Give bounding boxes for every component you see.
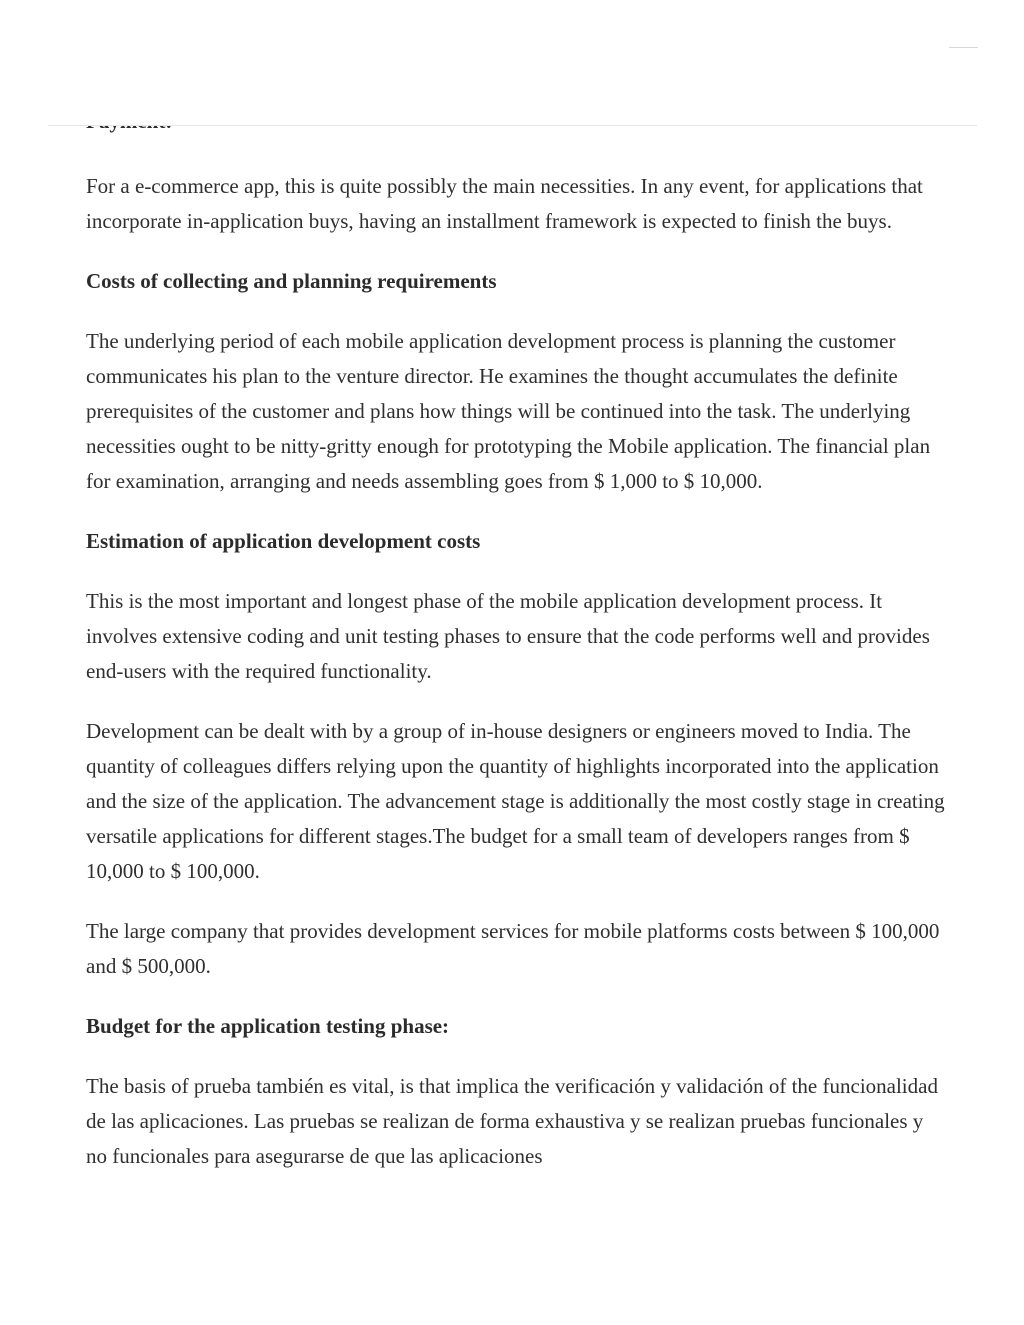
paragraph-development-phase: This is the most important and longest phase of the mobile application development process. It involves extensive coding and unit testing phases to ensure that the code performs well and provides end-users with the required functionality. — [86, 589, 930, 683]
section-heading-testing: Budget for the application testing phase: — [86, 1014, 450, 1038]
paragraph-planning: The underlying period of each mobile application development process is planning the customer communicates his plan to the venture director. He examines the thought accumulates the definite prerequisites of the customer and plans how things will be continued into the task. The underlying necessities ought to be nitty-gritty enough for prototyping the Mobile application. The financial plan for examination, arranging and needs assembling goes from $ 1,000 to $ 10,000. — [86, 329, 931, 493]
menu-icon[interactable] — [949, 47, 978, 48]
sticky-header — [0, 0, 1024, 125]
article-body — [86, 169, 946, 1199]
paragraph-ecommerce: For a e-commerce app, this is quite possibly the main necessities. In any event, for applications that incorporate in-application buys, having an installment framework is expected to finish the buys. — [86, 174, 923, 233]
section-heading-estimation: Estimation of application development costs — [86, 529, 481, 553]
paragraph-testing: The basis of prueba también es vital, is that implica the verificación y validación of the funcionalidad de las aplicaciones. Las pruebas se realizan de forma exhaustiva y se realizan pruebas funcionales y no funcionales para asegurarse de que las aplicaciones — [86, 1074, 938, 1168]
paragraph-development-team: Development can be dealt with by a group of in-house designers or engineers moved to India. The quantity of colleagues differs relying upon the quantity of highlights incorporated into the application and the size of the application. The advancement stage is additionally the most costly stage in creating versatile applications for different stages.The budget for a small team of developers ranges from $ 10,000 to $ 100,000. — [86, 719, 945, 883]
header-divider — [48, 125, 977, 126]
paragraph-large-company: The large company that provides development services for mobile platforms costs between $ 100,000 and $ 500,000. — [86, 919, 940, 978]
section-heading-costs: Costs of collecting and planning requirements — [86, 269, 497, 293]
